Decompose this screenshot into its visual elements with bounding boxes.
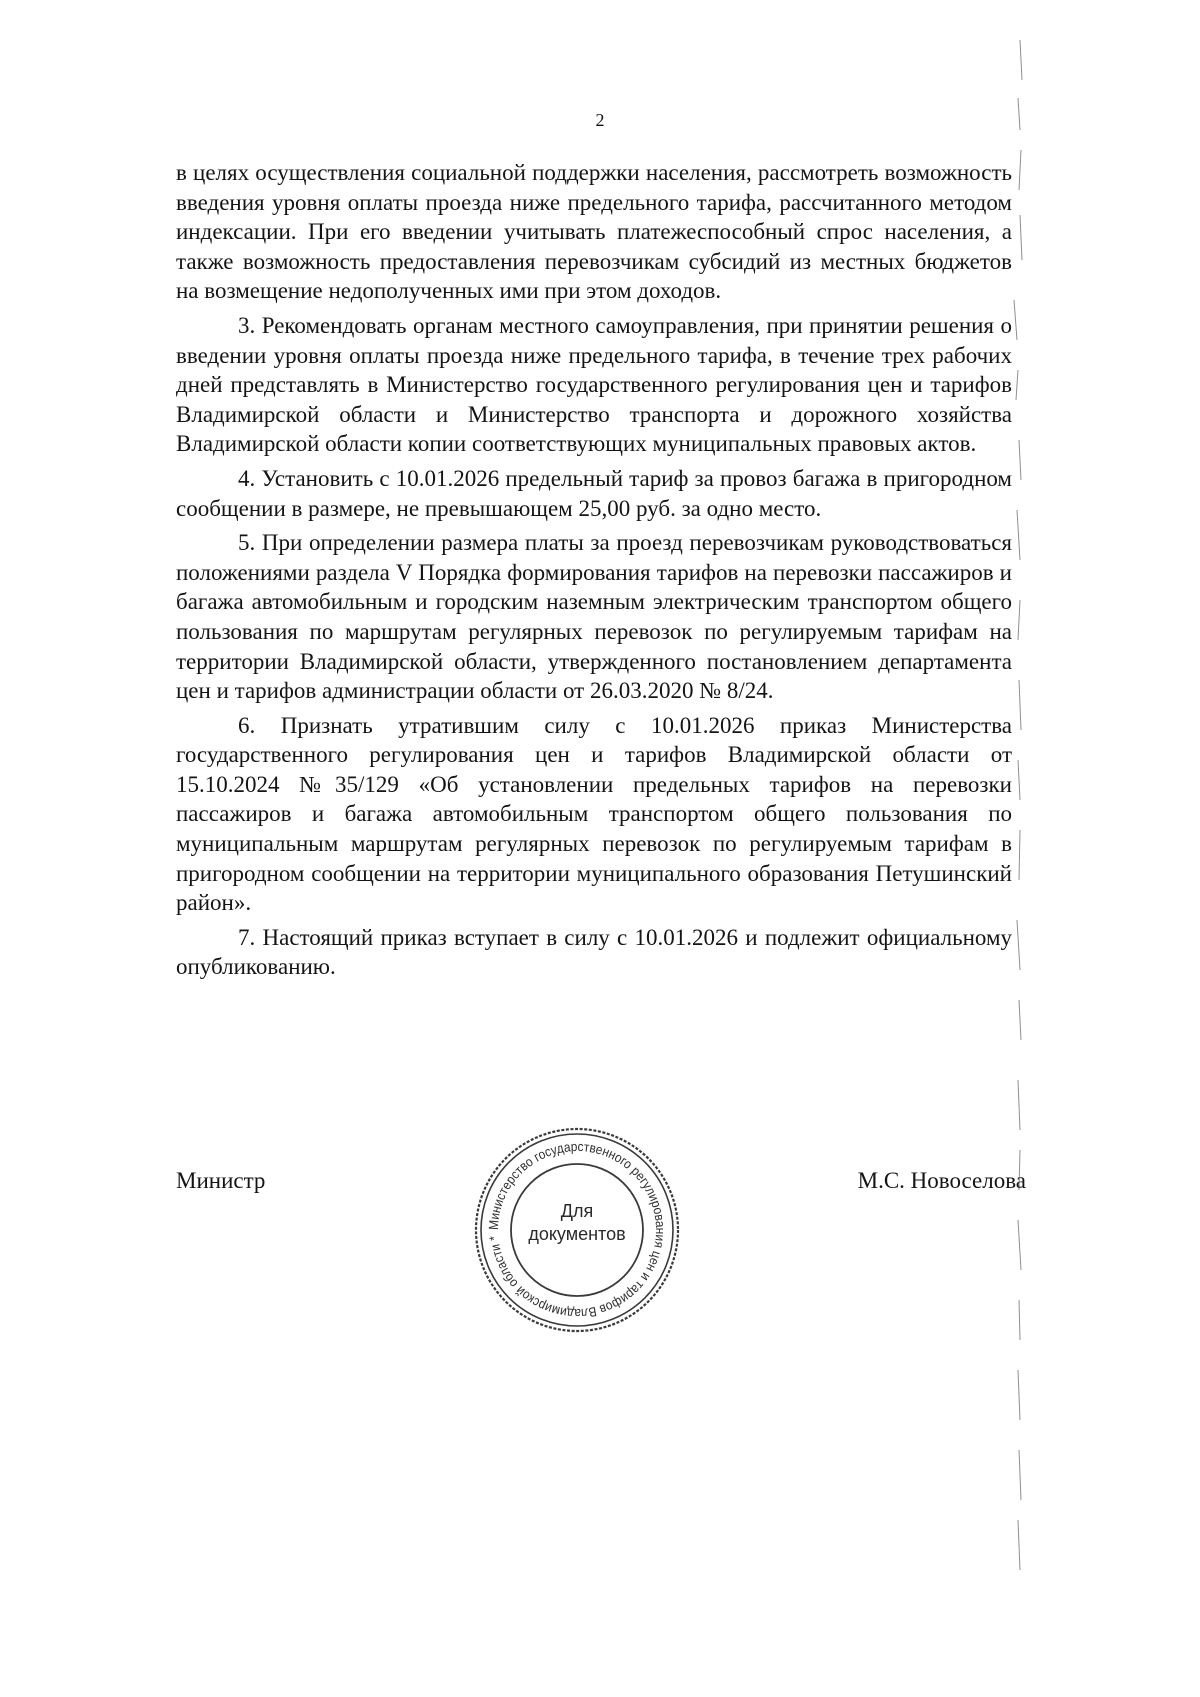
seal-ring-text: Министерство государственного регулирования цен и тарифов Владимирской области * [485, 1138, 669, 1322]
paragraph-6: 6. Признать утратившим силу с 10.01.2026 приказ Министерства государственного регулирования цен и тарифов Владимирской области от 15.10.2024 №35/129 «Об установлении предельных тарифов на перевозки пассажиров и багажа автомобильным транспортом общего пользования по муниципальным маршрутам регулярных перевозок по регулируемым тарифам в пригородном сообщении на территории муниципального образования Петушинский район». [176, 712, 1012, 916]
seal-center-text [472, 1200, 682, 1246]
paragraph-7: 7. Настоящий приказ вступает в силу с 10.01.2026 и подлежит официальному опубликованию. [176, 924, 1012, 980]
document-body [176, 158, 1012, 982]
signatory-title: Министр [176, 1168, 266, 1193]
scan-edge-marks [1008, 40, 1048, 1580]
signatory-name: М.С. Новоселова [857, 1168, 1026, 1193]
paragraph-continuation: в целях осуществления социальной поддержки населения, рассмотреть возможность введения уровня оплаты проезда ниже предельного тарифа, рассчитанного методом индексации. При его введении учитывать платежеспособный спрос населения, а также возможность предоставления перевозчикам субсидий из местных бюджетов на возмещение недополученных ими при этом доходов. [176, 160, 1012, 304]
paragraph-4: 4. Установить с 10.01.2026 предельный тариф за провоз багажа в пригородном сообщении в размере, не превышающем 25,00 руб. за одно место. [176, 465, 1012, 521]
seal-center-line-1: Для [560, 1201, 594, 1221]
paragraph-3: 3. Рекомендовать органам местного самоуправления, при принятии решения о введении уровня оплаты проезда ниже предельного тарифа, в течение трех рабочих дней представлять в Министерство государственного регулирования цен и тарифов Владимирской области и Министерство транспорта и дорожного хозяйства Владимирской области копии соответствующих муниципальных правовых актов. [176, 312, 1012, 457]
official-seal [472, 1125, 682, 1335]
seal-center-line-2: документов [528, 1224, 626, 1244]
paragraph-5: 5. При определении размера платы за проезд перевозчикам руководствоваться положениями раздела V Порядка формирования тарифов на перевозки пассажиров и багажа автомобильным и городским наземным электрическим транспортом общего пользования по маршрутам регулярных перевозок по регулируемым тарифам на территории Владимирской области, утвержденного постановлением департамента цен и тарифов администрации области от 26.03.2020 № 8/24. [176, 530, 1012, 704]
page-number: 2 [595, 110, 605, 130]
